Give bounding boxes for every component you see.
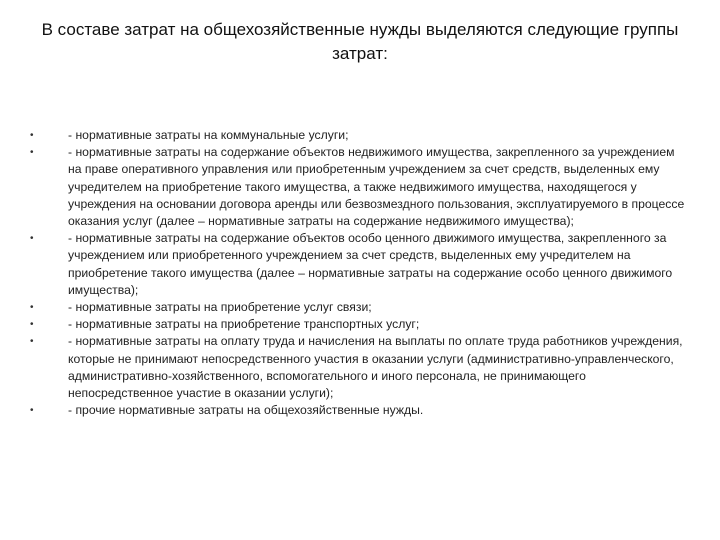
list-item-text: - нормативные затраты на приобретение услуг связи; — [68, 300, 372, 315]
bullet-icon: • — [30, 302, 34, 314]
bullet-icon: • — [30, 233, 34, 245]
list-item-text: - нормативные затраты на содержание объектов недвижимого имущества, закрепленного за учреждением на праве оперативного управления или приобретенным учреждением за счет средств, выделенных ему учредителем на приобретение такого имущества, а также недвижимого имущества, находящегося у учреждения на основании договора аренды или безвозмездного пользования, эксплуатируемого в процессе оказания услуг (далее – нормативные затраты на содержание недвижимого имущества); — [68, 145, 685, 229]
list-item — [30, 230, 690, 299]
list-item — [30, 333, 690, 402]
slide-title: В составе затрат на общехозяйственные нужды выделяются следующие группы затрат: — [41, 20, 679, 63]
bullet-icon: • — [30, 147, 34, 159]
bullet-icon: • — [30, 130, 34, 141]
list-item-text: - нормативные затраты на приобретение транспортных услуг; — [68, 317, 420, 332]
list-item — [30, 402, 690, 419]
list-item-text: - нормативные затраты на оплату труда и начисления на выплаты по оплате труда работников учреждения, которые не принимают непосредственного участия в оказании услуги (административно-управленческого, административно-хозяйственного, вспомогательного и иного персонала, не принимающего непосредственное участие в оказании услуги); — [68, 334, 683, 401]
bullet-icon: • — [30, 405, 34, 417]
list-item-text: - нормативные затраты на коммунальные услуги; — [68, 128, 349, 142]
bullet-icon: • — [30, 336, 34, 348]
list-item-text: - нормативные затраты на содержание объектов особо ценного движимого имущества, закрепленного за учреждением или приобретенного учреждением за счет средств, выделенных ему учредителем на приобретение такого имущества (далее – нормативные затраты на содержание особо ценного движимого имущества); — [68, 231, 673, 297]
list-item — [30, 144, 690, 230]
list-item — [30, 299, 690, 316]
bullet-icon: • — [30, 319, 34, 331]
cost-group-list — [30, 127, 690, 419]
list-item — [30, 316, 690, 333]
list-item — [30, 127, 690, 144]
list-item-text: - прочие нормативные затраты на общехозяйственные нужды. — [68, 403, 424, 418]
